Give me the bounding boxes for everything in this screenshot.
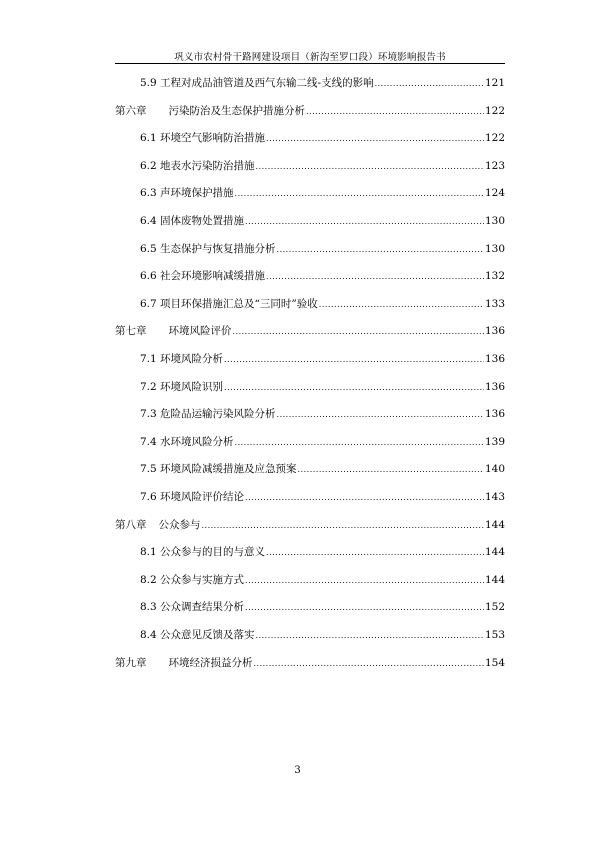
toc-entry-label: 6.4 固体废物处置措施 <box>140 215 245 227</box>
toc-dot-leader <box>266 546 484 560</box>
toc-page-number: 139 <box>484 435 505 448</box>
toc-page-number: 121 <box>484 77 505 89</box>
toc-chapter-title: 环境经济损益分析 <box>168 656 253 669</box>
toc-chapter-title: 环境风险评价 <box>168 325 232 338</box>
toc-chapter-entry[interactable] <box>115 518 505 533</box>
toc-page-number: 144 <box>484 546 505 559</box>
toc-dot-leader <box>245 574 484 588</box>
toc-chapter-entry[interactable] <box>115 324 505 339</box>
toc-page-number: 130 <box>484 215 505 227</box>
toc-dot-leader <box>375 77 484 91</box>
toc-page-number: 136 <box>484 325 505 338</box>
toc-section-entry[interactable] <box>140 76 505 91</box>
toc-dot-leader <box>266 132 484 146</box>
toc-dot-leader <box>277 408 484 422</box>
toc-section-entry[interactable] <box>140 407 505 422</box>
toc-section-entry[interactable] <box>140 380 505 395</box>
page-header: 巩义市农村骨干路网建设项目（新沟至罗口段）环境影响报告书 <box>174 52 446 63</box>
toc-page-number: 143 <box>484 491 505 503</box>
toc-entry-label: 6.6 社会环境影响减缓措施 <box>140 270 266 283</box>
toc-section-entry[interactable] <box>140 600 505 615</box>
toc-page-number: 136 <box>484 408 505 421</box>
toc-chapter-number: 第七章 <box>115 325 147 338</box>
toc-dot-leader <box>298 463 484 477</box>
toc-section-entry[interactable] <box>140 159 505 174</box>
toc-section-entry[interactable] <box>140 269 505 284</box>
toc-entry-label: 8.1 公众参与的目的与意义 <box>140 546 266 559</box>
toc-entry-label: 5.9 工程对成品油管道及西气东输二线-支线的影响 <box>140 77 374 89</box>
toc-dot-leader <box>235 436 484 450</box>
toc-section-entry[interactable] <box>140 628 505 643</box>
toc-page-number: 154 <box>484 656 505 669</box>
toc-section-entry[interactable] <box>140 186 505 201</box>
toc-entry-label: 7.2 环境风险识别 <box>140 380 224 393</box>
toc-entry-label: 7.1 环境风险分析 <box>140 353 224 365</box>
toc-entry-label: 8.4 公众意见反馈及落实 <box>140 629 255 641</box>
toc-chapter-entry[interactable] <box>115 656 505 671</box>
page-number: 3 <box>294 765 301 776</box>
toc-chapter-number: 第九章 <box>115 656 147 669</box>
toc-page-number: 136 <box>484 353 505 365</box>
toc-chapter-title: 污染防治及生态保护措施分析 <box>168 104 305 117</box>
toc-entry-label: 8.3 公众调查结果分析 <box>140 601 245 614</box>
toc-dot-leader <box>245 491 484 505</box>
toc-dot-leader <box>266 270 484 284</box>
toc-dot-leader <box>256 160 484 174</box>
toc-page-number: 144 <box>484 573 505 586</box>
toc-section-entry[interactable] <box>140 435 505 450</box>
toc-section-entry[interactable] <box>140 297 505 312</box>
toc-section-entry[interactable] <box>140 131 505 146</box>
toc-entry-label <box>115 104 305 118</box>
toc-entry-label: 7.5 环境风险减缓措施及应急预案 <box>140 463 297 476</box>
toc-dot-leader <box>224 381 484 395</box>
toc-entry-label: 7.6 环境风险评价结论 <box>140 491 245 503</box>
toc-dot-leader <box>306 105 484 119</box>
toc-dot-leader <box>235 187 484 201</box>
toc-section-entry[interactable] <box>140 214 505 229</box>
toc-page-number: 144 <box>484 518 505 531</box>
toc-section-entry[interactable] <box>140 352 505 367</box>
toc-page-number: 132 <box>484 270 505 283</box>
toc-dot-leader <box>254 657 484 671</box>
toc-entry-label <box>115 656 253 670</box>
toc-page-number: 124 <box>484 187 505 200</box>
toc-dot-leader <box>245 601 484 615</box>
toc-page-number: 140 <box>484 463 505 476</box>
toc-section-entry[interactable] <box>140 573 505 588</box>
toc-entry-label: 6.1 环境空气影响防治措施 <box>140 132 266 145</box>
toc-section-entry[interactable] <box>140 242 505 257</box>
toc-page-number: 136 <box>484 380 505 393</box>
toc-entry-label: 6.5 生态保护与恢复措施分析 <box>140 242 276 255</box>
toc-dot-leader <box>202 519 484 533</box>
toc-dot-leader <box>277 243 484 257</box>
toc-chapter-number: 第六章 <box>115 104 147 117</box>
toc-dot-leader <box>319 298 484 312</box>
toc-page-number: 153 <box>484 629 505 641</box>
toc-dot-leader <box>233 325 484 339</box>
toc-entry-label: 8.2 公众参与实施方式 <box>140 573 245 586</box>
toc-chapter-entry[interactable] <box>115 104 505 119</box>
toc-page-number: 122 <box>484 132 505 145</box>
toc-entry-label <box>115 518 201 532</box>
toc-section-entry[interactable] <box>140 545 505 560</box>
toc-page-number: 122 <box>484 104 505 117</box>
toc-dot-leader <box>224 353 484 367</box>
toc-section-entry[interactable] <box>140 490 505 505</box>
toc-entry-label: 6.7 项目环保措施汇总及“三同时”验收 <box>140 297 318 310</box>
toc-entry-label: 6.2 地表水污染防治措施 <box>140 159 255 172</box>
toc-page-number: 130 <box>484 242 505 255</box>
toc-entry-label: 6.3 声环境保护措施 <box>140 187 234 200</box>
toc-entry-label: 7.4 水环境风险分析 <box>140 435 234 448</box>
toc-dot-leader <box>256 629 484 643</box>
toc-entry-label: 7.3 危险品运输污染风险分析 <box>140 408 276 421</box>
toc-entry-label <box>115 324 232 338</box>
toc-section-entry[interactable] <box>140 462 505 477</box>
toc-page-number: 152 <box>484 601 505 614</box>
toc-chapter-number: 第八章 <box>115 518 147 531</box>
toc-chapter-title: 公众参与 <box>158 518 201 531</box>
toc-page-number: 123 <box>484 159 505 172</box>
toc-page-number: 133 <box>484 297 505 310</box>
toc-dot-leader <box>245 215 484 229</box>
